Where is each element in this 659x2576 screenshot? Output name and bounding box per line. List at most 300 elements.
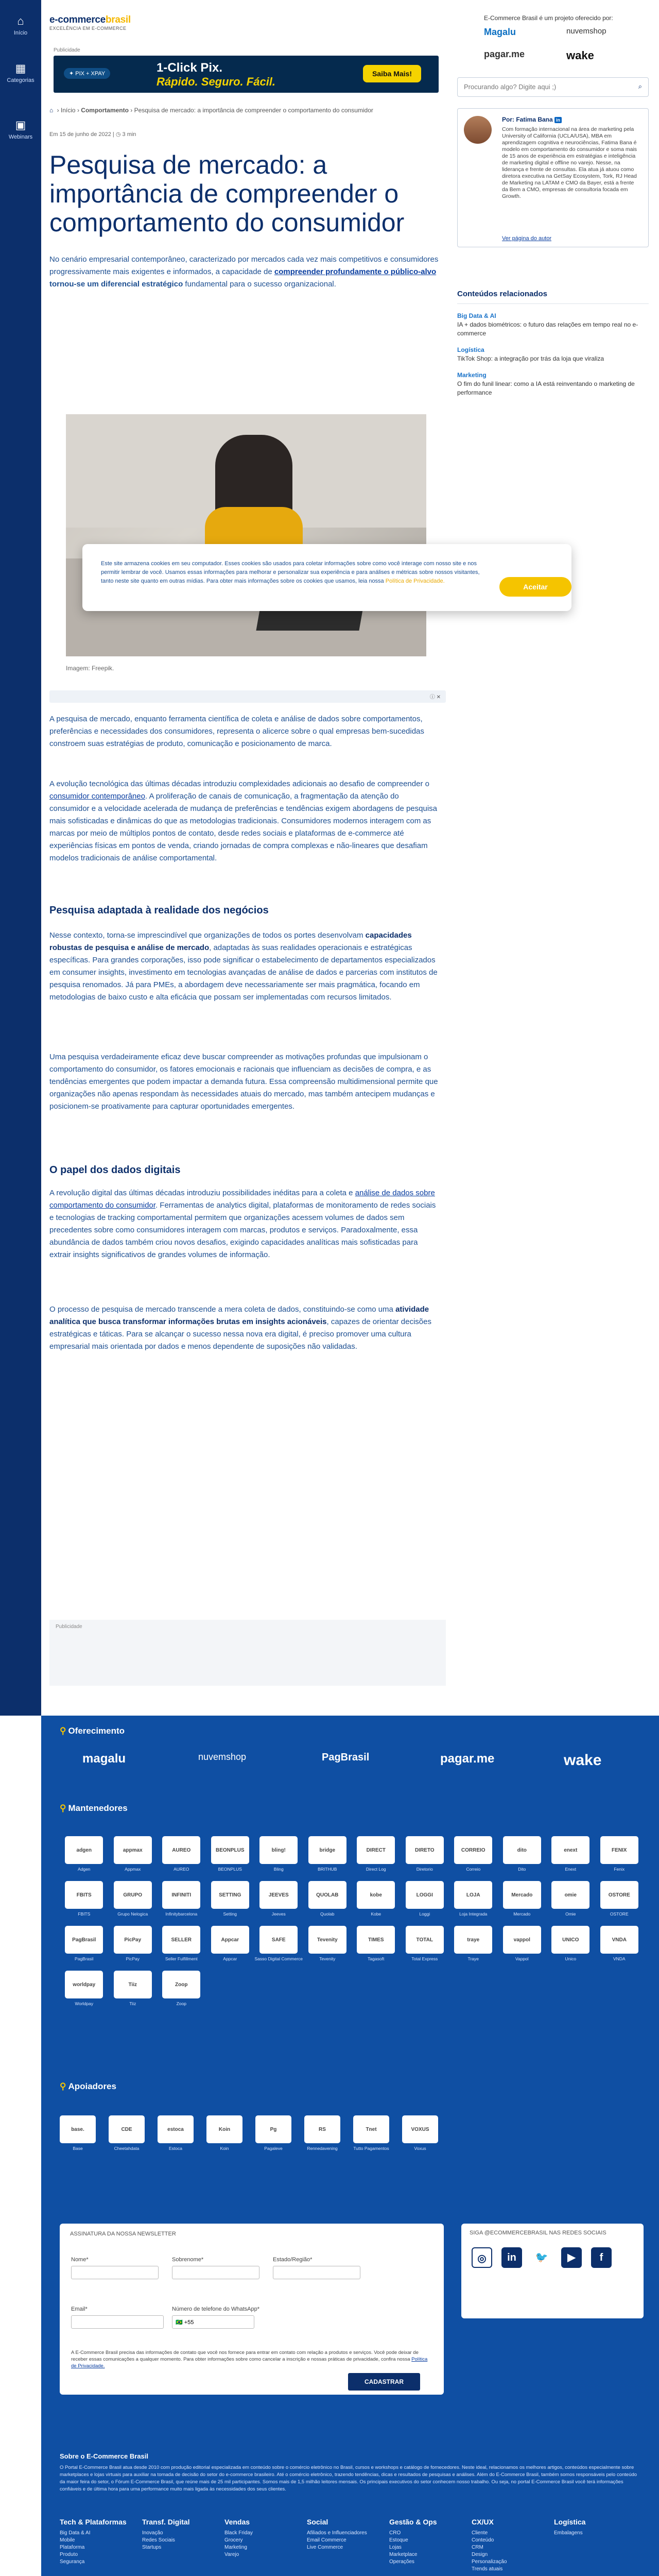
footer-nav-link[interactable]: CRO: [389, 2530, 401, 2536]
maintainer-item[interactable]: [60, 1881, 109, 1917]
sponsors-label: E-Commerce Brasil é um projeto oferecido por:: [484, 14, 613, 22]
maintainer-name: OSTORE: [610, 1911, 629, 1917]
maintainer-logo: bridge: [308, 1836, 346, 1864]
avatar: [464, 116, 492, 144]
maintainer-name: VNDA: [613, 1956, 626, 1961]
supporter-item[interactable]: [304, 2115, 340, 2151]
maintainer-name: Diretorio: [416, 1867, 433, 1872]
supporters-heading: ⚲ Apoiadores: [60, 2081, 116, 2091]
footer-nav-title[interactable]: Gestão & Ops: [389, 2518, 437, 2526]
read-time: 3 min: [122, 131, 136, 138]
webinar-icon: ▣: [15, 118, 26, 131]
author-bio: Com formação internacional na área de marketing pela University of California (UCLA/USA), MBA em aprendizagem cognitiva e neurociências, Fatima Bana é modelo em comportamento do consumidor e soma mais de 15 anos de experiência em estratégias e inteligência de marketing digital e offline no varejo. Nesse, na liderança e frente de consultas. Ela atua já atuou como diretora executiva na GetSay Ecosystem, Tork, RJ Head de Marketing na LATAM e CMO da Bayer, está a frente da Bem a CMO, empresas de consultoria focada em Growth.: [502, 126, 637, 199]
lead-bold: tornou-se um diferencial estratégico: [49, 280, 183, 289]
maintainer-logo: DIRETO: [406, 1836, 444, 1864]
offer-heading: ⚲ Oferecimento: [60, 1726, 125, 1736]
maintainer-item[interactable]: [401, 1926, 449, 1961]
maintainer-item[interactable]: [60, 1926, 109, 1961]
maintainer-item[interactable]: [109, 1881, 158, 1917]
article-paragraph: [49, 1187, 441, 1261]
maintainer-logo: Tevenity: [308, 1926, 346, 1954]
maintainer-name: BEONPLUS: [218, 1867, 242, 1872]
supporter-logo: CDE: [109, 2115, 145, 2143]
ad-slot: [49, 1620, 446, 1686]
maintainer-logo: BEONPLUS: [211, 1836, 249, 1864]
search-input[interactable]: [457, 77, 649, 97]
supporter-item[interactable]: [402, 2115, 438, 2151]
maintainer-logo: TOTAL: [406, 1926, 444, 1954]
author-card: [457, 108, 649, 247]
maintainer-logo: JEEVES: [259, 1881, 298, 1909]
about-title: Sobre o E-Commerce Brasil: [60, 2452, 148, 2460]
article-image: [66, 414, 426, 656]
footer-nav-link[interactable]: Estoque: [389, 2537, 408, 2543]
maintainer-name: Kobe: [371, 1911, 381, 1917]
maintainer-item[interactable]: [401, 1881, 449, 1917]
link-icon: ⚲: [60, 1726, 66, 1736]
footer-nav-column: [472, 2517, 544, 2573]
maintainer-name: Adgen: [77, 1867, 91, 1872]
maintainer-item[interactable]: [109, 1971, 158, 2006]
name-input[interactable]: [71, 2266, 159, 2279]
footer-nav-link[interactable]: Black Friday: [224, 2530, 253, 2536]
supporter-name: Estoca: [169, 2146, 182, 2151]
supporter-item[interactable]: [60, 2115, 96, 2151]
article-lead: [49, 253, 441, 291]
page-title: Pesquisa de mercado: a importância de compreender o comportamento do consumidor: [49, 150, 405, 237]
supporter-name: Koin: [220, 2146, 229, 2151]
maintainer-item[interactable]: [595, 1836, 644, 1872]
article-paragraph: [49, 929, 441, 1004]
lead-text: fundamental para o sucesso organizacional.: [183, 280, 336, 289]
email-input[interactable]: [71, 2315, 164, 2329]
ad-headline: 1-Click Pix.: [157, 61, 223, 75]
link-icon: ⚲: [60, 1803, 66, 1813]
maintainer-logo: FENIX: [600, 1836, 638, 1864]
maintainer-name: Appmax: [125, 1867, 141, 1872]
related-category: Big Data & AI: [457, 312, 496, 319]
supporter-logo: Koin: [206, 2115, 242, 2143]
maintainer-item[interactable]: [157, 1881, 206, 1917]
maintainer-logo: SELLER: [162, 1926, 200, 1954]
related-title: IA + dados biométricos: o futuro das relações em tempo real no e-commerce: [457, 321, 638, 337]
maintainers-heading: ⚲ Mantenedores: [60, 1803, 128, 1813]
footer-nav-link[interactable]: Conteúdo: [472, 2537, 494, 2543]
home-icon[interactable]: ⌂: [49, 107, 54, 114]
footer-nav-title[interactable]: Vendas: [224, 2518, 250, 2526]
maintainer-name: Loja Integrada: [459, 1911, 488, 1917]
maintainer-item[interactable]: [401, 1836, 449, 1872]
maintainer-name: Infinitybarcelona: [165, 1911, 198, 1917]
paragraph-bold: atividade analítica que busca transformar informações brutas em insights acionáveis: [49, 1305, 429, 1326]
footer-nav-link[interactable]: Personalização: [472, 2559, 507, 2565]
maintainer-logo: SETTING: [211, 1881, 249, 1909]
maintainer-name: Jeeves: [271, 1911, 286, 1917]
maintainer-name: Mercado: [513, 1911, 531, 1917]
maintainer-item[interactable]: [449, 1881, 498, 1917]
maintainer-logo: adgen: [65, 1836, 103, 1864]
offer-logos: [41, 1752, 659, 1783]
maintainer-item[interactable]: [109, 1926, 158, 1961]
offer-logo[interactable]: PagBrasil: [322, 1752, 370, 1763]
phone-field: Número de telefone do WhatsApp* 🇧🇷 +55: [172, 2306, 259, 2329]
maintainer-item[interactable]: [449, 1926, 498, 1961]
supporter-item[interactable]: [158, 2115, 194, 2151]
supporter-logo: base.: [60, 2115, 96, 2143]
rail-home-label: Início: [13, 30, 28, 36]
maintainer-logo: INFINITI: [162, 1881, 200, 1909]
maintainer-item[interactable]: [206, 1926, 255, 1961]
footer-nav-link[interactable]: Startups: [142, 2545, 162, 2550]
privacy-link[interactable]: Política de Privacidade.: [385, 578, 445, 584]
paragraph-text: . A proliferação de canais de comunicação, a fragmentação da atenção do consumidor e a velocidade acelerada de mudança de preferências e tendências exigem abordagens de pesquisa mais sofisticadas e dinâmicas do que as metodologias tradicionais. Consumidores modernos interagem com as marcas por meio de múltiplos pontos de contato, desde redes sociais e plataformas de e-commerce até experiências físicas em pontos de venda, criando jornadas de compra complexas e não-lineares que desafiam modelos tradicionais de análise comportamental.: [49, 792, 437, 862]
link-icon: ⚲: [60, 2081, 66, 2091]
footer-nav-link[interactable]: Marketing: [224, 2545, 247, 2550]
paragraph-text: , capazes de orientar decisões estratégicas e táticas. Para se alcançar o sucesso nessa nova era digital, é preciso promover uma cultura empresarial mais orientada por dados e menos dependente de suposições não validadas.: [49, 1317, 431, 1351]
maintainer-item[interactable]: [352, 1881, 401, 1917]
maintainer-item[interactable]: [303, 1881, 352, 1917]
maintainer-item[interactable]: [595, 1926, 644, 1961]
footer-nav-link[interactable]: Design: [472, 2552, 488, 2557]
maintainer-logo: AUREO: [162, 1836, 200, 1864]
supporter-logo: VOXUS: [402, 2115, 438, 2143]
maintainer-logo: appmax: [114, 1836, 152, 1864]
about-text: O Portal E-Commerce Brasil atua desde 2010 com produção editorial especializada em conteúdo sobre o comércio eletrônico no Brasil, cursos e workshops e catálogo de fornecedores. Neste ideal, relacionamos os melhores artigos, conteúdos especialmente sobre marketplaces e lojas virtuais para auxiliar na tomada de decisão do setor do e-commerce brasileiro. Até o comércio eletrônico, trazendo tendências, dicas e resultados de pesquisas e análises. Além do E-Commerce Brasil, também somos responsáveis pelo conteúdo da maior feira do setor, o Fórum E-Commerce Brasil, que reúne mais de 25 mil participantes. Somos mais de 1,5 milhão leitores mensais. Os principais executivos do setor conhecem nosso trabalho. Ou seja, no portal E-Commerce Brasil você terá informações confiáveis e de última hora para uma performance muito mais ligada às necessidades dos seus clientes.: [60, 2465, 637, 2492]
footer-nav-link[interactable]: CRM: [472, 2545, 483, 2550]
paragraph-text: , adaptadas às suas realidades operacionais e estratégicas específicas. Para grandes corporações, isso pode significar o estabelecimento de departamentos especializados em consumer insights, investimento em tecnologias avançadas de análise de dados e parcerias com institutos de pesquisa renomados. Já para PMEs, a abordagem deve necessariamente ser mais pragmática, focando em metodologias de baixo custo e alta eficácia que possam ser implementadas com recursos limitados.: [49, 943, 438, 1002]
lead-link[interactable]: compreender profundamente o público-alvo: [274, 267, 437, 276]
newsletter-title: ASSINATURA DA NOSSA NEWSLETTER: [70, 2231, 176, 2237]
maintainer-name: Seller Fulfillment: [165, 1956, 198, 1961]
search-icon[interactable]: ⌕: [638, 82, 642, 90]
footer-nav-title[interactable]: Social: [307, 2518, 328, 2526]
name-field: Nome*: [71, 2257, 159, 2279]
maintainer-name: Worldpay: [75, 2001, 94, 2006]
rail-webinars-label: Webinars: [8, 134, 33, 140]
maintainer-logo: GRUPO: [114, 1881, 152, 1909]
offer-logo[interactable]: magalu: [82, 1752, 126, 1766]
twitter-icon[interactable]: 🐦: [531, 2247, 552, 2268]
sponsor-logo-nuvemshop[interactable]: nuvemshop: [566, 27, 606, 36]
maintainer-name: AUREO: [174, 1867, 189, 1872]
supporter-name: Base: [73, 2146, 83, 2151]
maintainer-item[interactable]: [352, 1836, 401, 1872]
offer-logo[interactable]: nuvemshop: [198, 1752, 247, 1762]
maintainer-name: PicPay: [126, 1956, 140, 1961]
maintainer-item[interactable]: [157, 1926, 206, 1961]
maintainer-logo: OSTORE: [600, 1881, 638, 1909]
instagram-icon[interactable]: ◎: [472, 2247, 492, 2268]
author-name[interactable]: Por: Fatima Bana in: [502, 116, 562, 123]
section-heading: Pesquisa adaptada à realidade dos negócios: [49, 905, 269, 916]
maintainer-item[interactable]: [498, 1926, 547, 1961]
paragraph-text: A revolução digital das últimas décadas introduziu possibilidades inéditas para a coleta e: [49, 1189, 355, 1197]
maintainer-name: Tiiz: [129, 2001, 136, 2006]
footer-nav-column: [224, 2517, 297, 2558]
ad-choices-icon[interactable]: ⓘ ✕: [429, 694, 441, 700]
maintainer-item[interactable]: [303, 1926, 352, 1961]
maintainer-logo: LOJA: [454, 1881, 492, 1909]
footer-nav-column: [60, 2517, 132, 2566]
maintainer-logo: bling!: [259, 1836, 298, 1864]
maintainer-item[interactable]: [546, 1881, 595, 1917]
maintainer-item[interactable]: [60, 1971, 109, 2006]
footer-nav-link[interactable]: Cliente: [472, 2530, 488, 2536]
rail-categories[interactable]: [0, 62, 41, 83]
maintainer-logo: SAFE: [259, 1926, 298, 1954]
maintainer-item[interactable]: [498, 1881, 547, 1917]
sponsor-logo-pagarme[interactable]: pagar.me: [484, 49, 525, 59]
supporter-name: Tutto Pagamentos: [353, 2146, 389, 2151]
logo-tagline: EXCELÊNCIA EM E-COMMERCE: [49, 26, 127, 31]
article-paragraph: Uma pesquisa verdadeiramente eficaz deve buscar compreender as motivações profundas que impulsionam o comportamento do consumidor, os fatores emocionais e racionais que influenciam as decisões de compra, e as tendências emergentes que podem impactar a demanda futura. Essa compreensão multidimensional permite que organizações não apenas respondam às necessidades atuais do mercado, mas também antecipem mudanças e posicionem-se proativamente para capturar oportunidades emergentes.: [49, 1053, 438, 1111]
maintainer-name: Zoop: [176, 2001, 186, 2006]
paragraph-text: O processo de pesquisa de mercado transcende a mera coleta de dados, constituindo-se como uma: [49, 1305, 396, 1314]
footer-nav-link[interactable]: Embalagens: [554, 2530, 583, 2536]
maintainer-logo: kobe: [357, 1881, 395, 1909]
footer-nav-link[interactable]: Inovação: [142, 2530, 163, 2536]
maintainer-logo: Mercado: [503, 1881, 541, 1909]
sponsor-logo-magalu[interactable]: Magalu: [484, 27, 516, 37]
related-category: Logística: [457, 346, 484, 353]
maintainer-logo: Appcar: [211, 1926, 249, 1954]
supporter-item[interactable]: [109, 2115, 145, 2151]
maintainer-name: Correio: [466, 1867, 481, 1872]
state-input[interactable]: [273, 2266, 360, 2279]
maintainer-item[interactable]: [254, 1836, 303, 1872]
article-paragraph: [49, 778, 441, 865]
maintainer-item[interactable]: [449, 1836, 498, 1872]
maintainer-logo: LOGGI: [406, 1881, 444, 1909]
rail-webinars[interactable]: [0, 118, 41, 140]
maintainer-item[interactable]: [303, 1836, 352, 1872]
related-category: Marketing: [457, 371, 487, 379]
lead-text: No cenário empresarial contemporâneo, caracterizado por mercados cada vez mais competitivos e consumidores progressivamente mais exigentes e informados, a capacidade de: [49, 255, 439, 276]
maintainer-item[interactable]: [254, 1881, 303, 1917]
supporter-item[interactable]: [353, 2115, 389, 2151]
footer-nav-link[interactable]: Marketplace: [389, 2552, 418, 2557]
cookie-text: Este site armazena cookies em seu computador. Esses cookies são usados para coletar informações sobre como você interage com nosso site e nos permitir lembrar de você. Usamos essas informações para melhorar e personalizar sua experiência e para análises e métricas sobre nossos visitantes, tanto neste site quanto em outras mídias. Para obter mais informações sobre os cookies que usamos, leia nossa Política de Privacidade.: [101, 561, 480, 584]
maintainer-logo: traye: [454, 1926, 492, 1954]
offer-logo[interactable]: wake: [564, 1752, 602, 1769]
footer-nav-link[interactable]: Big Data & AI: [60, 2530, 91, 2536]
supporter-name: Rennedavening: [307, 2146, 338, 2151]
maintainer-logo: FBITS: [65, 1881, 103, 1909]
linkedin-icon[interactable]: in: [554, 117, 562, 123]
breadcrumb-current: Pesquisa de mercado: a importância de compreender o comportamento do consumidor: [134, 107, 373, 114]
maintainer-item[interactable]: [60, 1836, 109, 1872]
ad-label: Publicidade: [54, 47, 80, 53]
maintainers-grid: [60, 1836, 644, 2006]
maintainer-logo: Tiiz: [114, 1971, 152, 1998]
newsletter-form: [60, 2224, 444, 2395]
youtube-icon[interactable]: ▶: [561, 2247, 582, 2268]
maintainer-logo: Zoop: [162, 1971, 200, 1998]
sidebar-rail: [0, 0, 41, 1716]
breadcrumb-item[interactable]: Comportamento: [81, 107, 129, 114]
ad-strip: [49, 690, 446, 703]
footer-nav-link[interactable]: Mobile: [60, 2537, 75, 2543]
maintainer-logo: PagBrasil: [65, 1926, 103, 1954]
maintainer-name: Omie: [565, 1911, 576, 1917]
related-title: O fim do funil linear: como a IA está reinventando o marketing de performance: [457, 380, 635, 396]
supporter-name: Pagaleve: [264, 2146, 283, 2151]
section-heading: O papel dos dados digitais: [49, 1164, 181, 1176]
clock-icon: ◷: [115, 131, 121, 138]
footer-nav-link[interactable]: Email Commerce: [307, 2537, 346, 2543]
publish-date: Em 15 de junho de 2022: [49, 131, 111, 138]
maintainer-name: PagBrasil: [75, 1956, 94, 1961]
footer-nav-link[interactable]: Grocery: [224, 2537, 243, 2543]
maintainer-name: Enext: [565, 1867, 577, 1872]
footer-nav-link[interactable]: Varejo: [224, 2552, 239, 2557]
maintainer-logo: enext: [551, 1836, 589, 1864]
maintainer-name: Vappol: [515, 1956, 529, 1961]
privacy-link[interactable]: Política de Privacidade.: [71, 2357, 428, 2369]
footer-nav-title[interactable]: Transf. Digital: [142, 2518, 190, 2526]
maintainer-name: Bling: [273, 1867, 284, 1872]
footer-nav-link[interactable]: Afiliados e Influenciadores: [307, 2530, 367, 2536]
about-section: [60, 2452, 644, 2493]
maintainer-name: Dito: [518, 1867, 526, 1872]
article-paragraph: A pesquisa de mercado, enquanto ferramenta científica de coleta e análise de dados sobre comportamentos, preferências e necessidades dos consumidores, representa o alicerce sobre o qual empresas bem-sucedidas constroem suas estratégias de produto, comunicação e posicionamento de marca.: [49, 715, 424, 748]
paragraph-text: Nesse contexto, torna-se imprescindível que organizações de todos os portes desenvolvam: [49, 931, 366, 940]
maintainer-name: Tagasoft: [368, 1956, 385, 1961]
sponsor-logo-wake[interactable]: wake: [566, 49, 594, 62]
maintainer-item[interactable]: [546, 1836, 595, 1872]
phone-input[interactable]: [172, 2315, 254, 2329]
ad-cta-button[interactable]: Saiba Mais!: [363, 65, 421, 82]
supporters-grid: [60, 2115, 644, 2151]
footer-nav-link[interactable]: Trends atuais: [472, 2566, 503, 2572]
footer-nav-title[interactable]: Logística: [554, 2518, 586, 2526]
ad-label: Publicidade: [56, 1624, 82, 1630]
maintainer-item[interactable]: [109, 1836, 158, 1872]
maintainer-logo: PicPay: [114, 1926, 152, 1954]
maintainer-name: Total Express: [411, 1956, 438, 1961]
maintainer-logo: omie: [551, 1881, 589, 1909]
maintainer-name: BRITHUB: [318, 1867, 337, 1872]
maintainer-logo: TIMES: [357, 1926, 395, 1954]
footer-nav-link[interactable]: Lojas: [389, 2545, 402, 2550]
related-title: TikTok Shop: a integração por trás da loja que viraliza: [457, 355, 604, 362]
maintainer-item[interactable]: [498, 1836, 547, 1872]
facebook-icon[interactable]: f: [591, 2247, 612, 2268]
maintainer-item[interactable]: [254, 1926, 303, 1961]
surname-input[interactable]: [172, 2266, 259, 2279]
supporter-logo: estoca: [158, 2115, 194, 2143]
footer-nav-link[interactable]: Live Commerce: [307, 2545, 343, 2550]
social-box: [461, 2224, 644, 2318]
maintainer-name: Loggi: [419, 1911, 430, 1917]
maintainer-name: Fenix: [614, 1867, 625, 1872]
related-content: [457, 290, 649, 397]
paragraph-bold: capacidades robustas de pesquisa e análise de mercado: [49, 931, 412, 952]
maintainer-name: Quolab: [320, 1911, 335, 1917]
offer-logo[interactable]: pagar.me: [440, 1752, 495, 1766]
rail-home[interactable]: [0, 14, 41, 36]
ad-pill: ✦ PIX + XPAY: [64, 68, 110, 79]
grid-icon: ▦: [15, 62, 26, 75]
article-meta: Em 15 de junho de 2022 | ◷ 3 min: [49, 131, 136, 138]
cookie-accept-button[interactable]: Aceitar: [499, 577, 571, 597]
footer-nav-title[interactable]: CX/UX: [472, 2518, 494, 2526]
state-field: Estado/Região*: [273, 2257, 360, 2279]
maintainer-item[interactable]: [595, 1881, 644, 1917]
maintainer-name: Unico: [565, 1956, 577, 1961]
footer-nav-link[interactable]: Plataforma: [60, 2545, 85, 2550]
footer-nav-column: [389, 2517, 461, 2566]
social-title: SIGA @ECOMMERCEBRASIL NAS REDES SOCIAIS: [470, 2230, 606, 2236]
maintainer-item[interactable]: [546, 1926, 595, 1961]
maintainer-logo: CORREIO: [454, 1836, 492, 1864]
footer-nav-link[interactable]: Segurança: [60, 2559, 85, 2565]
related-item[interactable]: [457, 312, 649, 338]
maintainer-logo: UNICO: [551, 1926, 589, 1954]
maintainer-item[interactable]: [206, 1836, 255, 1872]
maintainer-logo: vappol: [503, 1926, 541, 1954]
supporter-logo: Pg: [255, 2115, 291, 2143]
maintainer-item[interactable]: [157, 1836, 206, 1872]
inline-link[interactable]: análise de dados sobre comportamento do consumidor: [49, 1189, 435, 1210]
consent-text: A E-Commerce Brasil precisa das informações de contato que você nos fornece para entrar em contato com relação a produtos e serviços. Você pode deixar de receber essas comunicações a qualquer momento. Para obter informações sobre como cancelar a inscrição e nossas práticas de privacidade, confira nossa Política de Privacidade.: [71, 2350, 428, 2369]
footer-nav-link[interactable]: Operações: [389, 2559, 414, 2565]
breadcrumb-item[interactable]: Início: [60, 107, 76, 114]
supporter-logo: RS: [304, 2115, 340, 2143]
maintainer-name: Setting: [223, 1911, 237, 1917]
logo-text: e-commercebrasil: [49, 14, 131, 25]
maintainer-item[interactable]: [206, 1881, 255, 1917]
ad-subline: Rápido. Seguro. Fácil.: [157, 75, 276, 88]
inline-link[interactable]: consumidor contemporâneo: [49, 792, 145, 801]
related-item[interactable]: [457, 371, 649, 397]
supporter-name: Cheetahdata: [114, 2146, 140, 2151]
article-paragraph: [49, 1303, 441, 1353]
footer-nav-column: [307, 2517, 379, 2551]
footer-nav-link[interactable]: Produto: [60, 2552, 78, 2557]
related-item[interactable]: [457, 346, 649, 363]
maintainer-name: Grupo Nelogica: [117, 1911, 148, 1917]
ad-banner[interactable]: [54, 56, 439, 93]
footer-nav-title[interactable]: Tech & Plataformas: [60, 2518, 127, 2526]
maintainer-name: Traye: [467, 1956, 479, 1961]
maintainer-name: Sasso Digital Commerce: [254, 1956, 303, 1961]
footer-nav-link[interactable]: Redes Sociais: [142, 2537, 175, 2543]
email-field: Email*: [71, 2306, 164, 2329]
linkedin-icon[interactable]: in: [501, 2247, 522, 2268]
supporter-logo: Tnet: [353, 2115, 389, 2143]
maintainer-name: Appcar: [223, 1956, 237, 1961]
cookie-banner: [82, 544, 571, 611]
surname-field: Sobrenome*: [172, 2257, 259, 2279]
maintainer-item[interactable]: [352, 1926, 401, 1961]
site-logo[interactable]: [49, 14, 131, 31]
supporter-name: Voxus: [414, 2146, 426, 2151]
breadcrumb: ⌂ › Início › Comportamento › Pesquisa de mercado: a importância de compreender o comportamento do consumidor: [49, 107, 373, 114]
maintainer-item[interactable]: [157, 1971, 206, 2006]
home-icon: ⌂: [17, 14, 24, 27]
subscribe-button[interactable]: CADASTRAR: [348, 2373, 420, 2391]
maintainer-logo: DIRECT: [357, 1836, 395, 1864]
footer-nav-column: [554, 2517, 626, 2537]
author-page-link[interactable]: Ver página do autor: [502, 235, 552, 242]
maintainer-logo: VNDA: [600, 1926, 638, 1954]
supporter-item[interactable]: [206, 2115, 242, 2151]
supporter-item[interactable]: [255, 2115, 291, 2151]
paragraph-text: A evolução tecnológica das últimas décadas introduziu complexidades adicionais ao desafio de compreender o: [49, 779, 429, 788]
image-caption: Imagem: Freepik.: [66, 665, 114, 672]
related-heading: Conteúdos relacionados: [457, 290, 649, 304]
